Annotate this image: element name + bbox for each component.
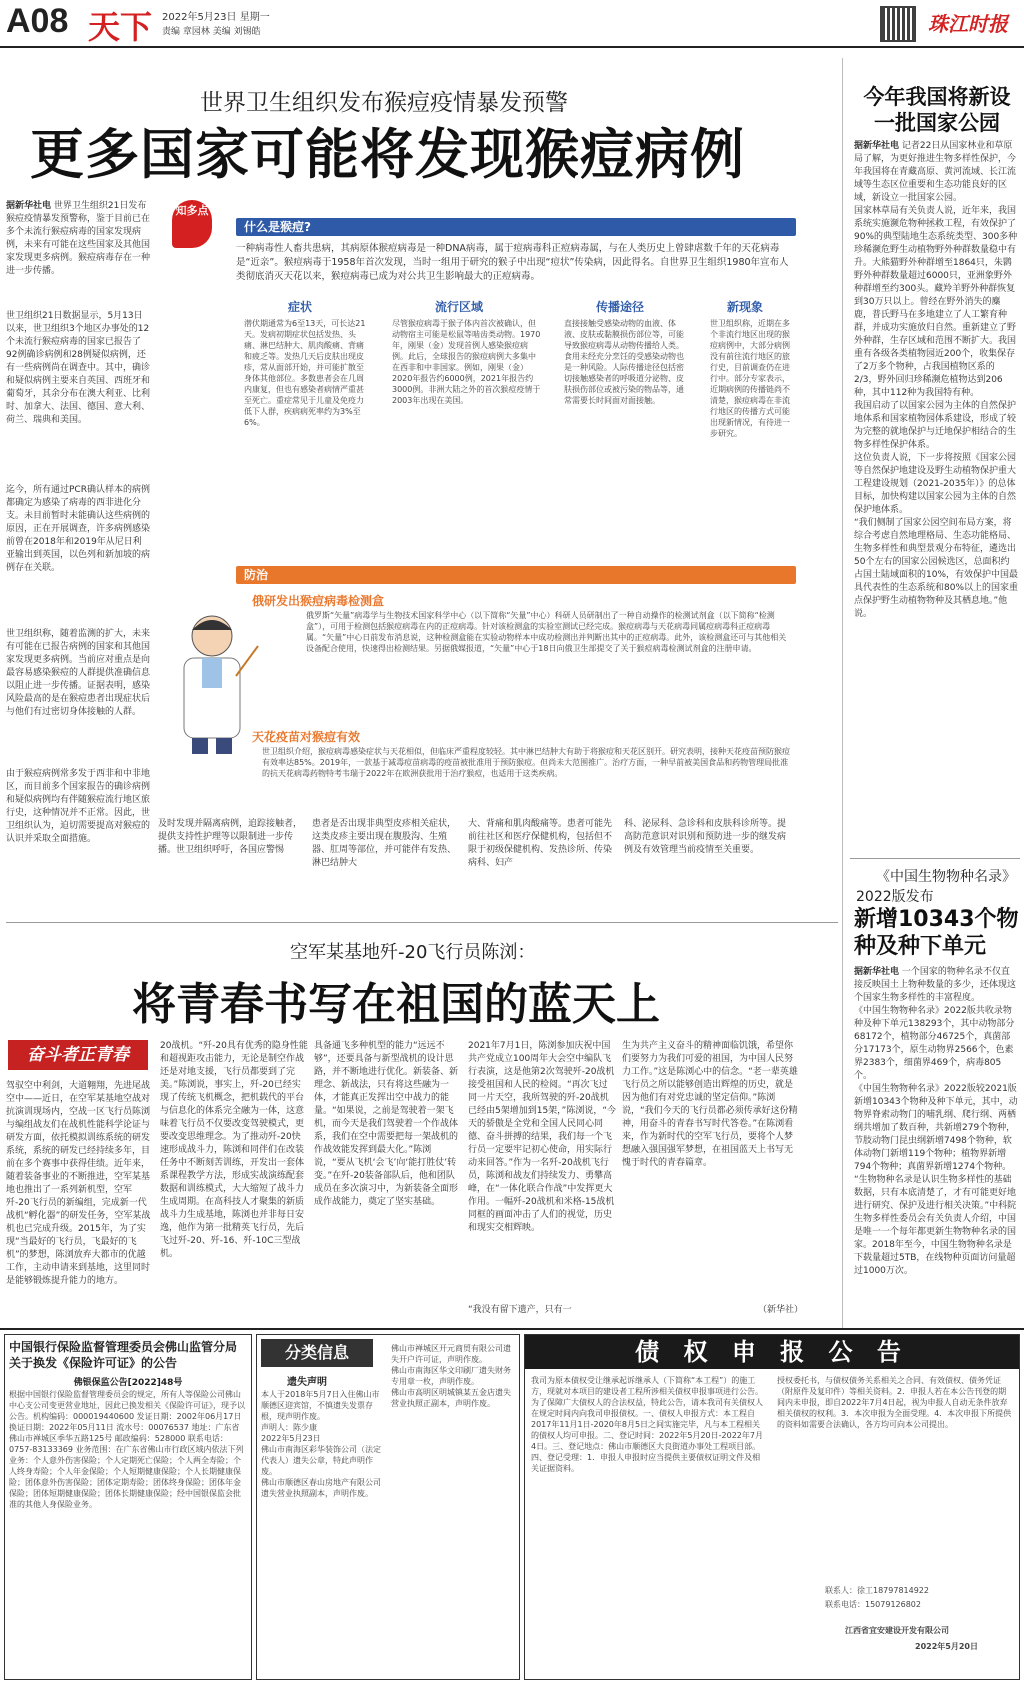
prevention-subtitle-1: 俄研发出猴痘病毒检测盒: [252, 594, 385, 608]
right-top-para-3: 我国启动了以国家公园为主体的自然保护地体系和国家植物园体系建设，形成了较为完整的就地保护与迁地保护相结合的生物多样性保护体系。: [854, 401, 1017, 450]
debt-company: 江西省宜安建设开发有限公司: [845, 1626, 949, 1635]
debt-notice: [524, 1334, 1020, 1680]
second-col-3: 具备通飞多种机型的能力“远远不够”，还要具备与新型战机的设计思路，并不断地进行优化。新装备、新理念、新战法，只有将这些融为一体，才能真正发挥出空中战力的能量。“如果说，之前是驾驶着一架飞机，而今天是我们驾驶着一个作战体系，我们在空中需要把每一架战机的作战效能发挥到最大化。”陈浏说，“要从飞机‘会飞’向‘能打胜仗’转变。”在歼-20装备部队后，他和团队成员在多次演习中，为新装备全面形成作战能力，奠定了坚实基础。: [314, 1041, 459, 1207]
lead-byline: 据新华社电: [6, 201, 52, 211]
cbirc-title: 中国银行保险监督管理委员会佛山监管分局关于换发《保险许可证》的公告: [9, 1340, 238, 1370]
right-mid-para-1: 一个国家的物种名录不仅直接反映国土上物种数量的多少，还体现这个国家生物多样性的丰富程度。: [854, 967, 1017, 1003]
classified-item-1: 本人于2018年5月7日入住佛山市顺德区迎宾馆，不慎遗失发票存根，现声明作废。: [261, 1390, 380, 1421]
lead-bottom-col-3: 大、背痛和肌肉酸痛等。患者可能先前往社区和医疗保健机构，包括但不限于初级保健机构、发热诊所、传染病科、妇产: [468, 819, 613, 868]
second-end-quote: “我没有留下遗产，只有一: [468, 1305, 572, 1315]
knowledge-col-text-4: 世卫组织称，近期在多个非流行地区出现的猴痘病例中，大部分病例没有前往流行地区的旅行史，目前调查仍在进行中。部分专家表示，近期病例的传播链尚不清楚，猴痘病毒在非流行地区的传播方式可能出现新情况，有待进一步研究。: [710, 319, 790, 438]
lead-bottom-col-4: 科、泌尿科、急诊科和皮肤科诊所等。提高防范意识对识别和预防进一步的继发病例及有效管理当前疫情至关重要。: [624, 819, 787, 855]
classified-signature: 声明人：陈少康: [261, 1423, 317, 1432]
knowledge-col-text-2: 尽管猴痘病毒于猴子体内首次被确认，但动物宿主可能是松鼠等啮齿类动物。1970年，刚果（金）发现首例人感染猴痘病例。此后，全球报告的猴痘病例大多集中在西非和中非国家。例如，刚果（金）2020年报告约6000例，2021年报告约3000例。非洲大陆之外的首次猴痘疫情于2003年出现在美国。: [392, 319, 541, 405]
paper-logo: 珠江时报: [928, 12, 1008, 36]
lead-col4-text: 世卫组织称，随着监测的扩大，未来有可能在已报告病例的国家和其他国家发现更多病例。当前应对重点是向最容易感染猴痘的人群提供准确信息以阻止进一步传播。证据表明，感染风险最高的是在猴痘患者出现症状后与他们有过密切身体接触的人群。: [6, 629, 150, 717]
right-mid-byline: 据新华社电: [854, 967, 900, 977]
right-mid-body: [854, 966, 1018, 1326]
lead-col3-text: 迄今，所有通过PCR确认样本的病例都确定为感染了病毒的西非进化分支。未目前暂时未能确认这些病例的原因，正在开展调查，许多病例感染前曾在2018年和2019年从尼日利亚输出到英国，以色列和新加坡的病例存在关联。: [6, 485, 150, 573]
classified-title: [261, 1339, 373, 1367]
classified-item-2: 佛山市南海区彩华装饰公司（法定代表人）遗失公章，特此声明作废。: [261, 1445, 381, 1476]
knowledge-col-text-3: 直接接触受感染动物的血液、体液、皮肤或黏膜损伤部位等，可能导致猴痘病毒从动物传播给人类。食用未经充分烹饪的受感染动物也是一种风险。人际传播途径包括密切接触感染者的呼吸道分泌物、皮肤损伤部位或被污染的物品等，通常需要长时间面对面接触。: [564, 319, 684, 405]
knowledge-question-bar: [236, 218, 796, 236]
right-mid-headline: 新增10343个物种及种下单元: [854, 907, 1019, 959]
knowledge-col-title-1: 症状: [287, 300, 312, 314]
classified-right-col: [391, 1343, 515, 1675]
cbirc-number: 佛银保监公告[2022]48号: [73, 1378, 183, 1388]
masthead: [0, 0, 1024, 46]
lead-column-4: [6, 628, 150, 764]
second-col-2: 20战机。“歼-20具有优秀的隐身性能和超视距攻击能力，无论是制空作战还是对地支援，飞行员都要到了完美。”陈浏说，事实上，歼-20已经实现了传统飞机概念，把机载代的平台与信息化的体系完全融为一体，这意味着飞行员不仅要改变驾驶模式，更要改变思维理念。为了推动歼-20快速形成战斗力，陈浏和同伴们在改装任务中不断刻苦训练，开发出一套体系课程教学方法，形成实战演练配套数据和训练模式，大大缩短了战斗力生成周期。在高科技人才聚集的新质战斗力生成基地，陈浏也并非每日安逸，他作为第一批精英飞行员，先后飞过歼-20、歼-16、歼-10C三型战机。: [160, 1041, 308, 1259]
editor-credits: 责编 章园林 美编 刘锡皓: [162, 27, 261, 37]
knowledge-col-title-2: 流行区域: [434, 300, 483, 314]
classified-title-text: 分类信息: [284, 1343, 349, 1362]
classified-box: [256, 1334, 520, 1680]
debt-text-left: 我司为原本债权受让继承起诉继承人（下简称“本工程”）的施工方，现就对本项目的建设者工程所涉相关债权申报事项进行公告。为了保障广大债权人的合法权益，特此公告，请本我司有关债权人在规定时间内向我司申报债权。一、债权人申报方式：本工程自2017年11月1日-2020年8月5日之间实施完毕，凡与本工程相关的债权人均可申报。二、登记时间：2022年5月20日-2022年7月4日。三、登记地点：佛山市顺德区大良街道办事处工程项目部。四、登记受理：1．申报人申报时应当提供主要债权证明文件及相关证据资料。: [531, 1376, 763, 1473]
prevention-subtitle-2: 天花疫苗对猴痘有效: [252, 730, 361, 744]
right-mid-para-4: “生物物种名录是认识生物多样性的基础数据，只有本底清楚了，才有可能更好地进行研究、保护及进行相关决策。”中科院生物多样性委员会有关负责人介绍，中国是唯一一个每年都更新生物物种名录的国家。2018年至今，中国生物物种名录是下载量超过5TB，在线物种页面访问量超过1000万次。: [854, 1175, 1017, 1276]
right-top-para-5: “我们侧制了国家公园空间布局方案，将综合考虑自然地理格局、生态功能格局、生物多样性和典型景观分布特征，遴选出50个左右的国家公园候选区，总面积约占国土陆域面积的10%，有效保护中国最具代表性的生态系统和80%以上的国家重点保护野生动植物物种及其栖息地。”他说。: [854, 518, 1018, 619]
right-top-byline: 据新华社电: [854, 141, 900, 151]
second-source: （新华社）: [758, 1305, 804, 1315]
lead-bottom-col-1: 及时发现并隔离病例，追踪接触者，提供支持性护理等以限制进一步传播。世卫组织呼吁，各国应警惕: [158, 819, 303, 855]
right-top-para-4: 这位负责人说，下一步将按照《国家公园等自然保护地建设及野生动植物保护重大工程建设规划（2021-2035年）》的总体目标，加快构建以国家公园为主体的自然保护地体系。: [854, 453, 1017, 515]
classified-item-3: 佛山市顺德区春山房地产有限公司遗失营业执照副本，声明作废。: [261, 1478, 381, 1498]
right-mid-kicker-2: 2022版发布: [856, 889, 934, 905]
right-column-rule: [842, 58, 843, 1328]
ads-rule: [0, 1328, 1024, 1330]
lead-column-3: [6, 484, 150, 624]
classified-item-6: 佛山市高明区明城镇某五金店遗失营业执照正副本，声明作废。: [391, 1388, 511, 1408]
classified-left-col: [261, 1389, 385, 1675]
cbirc-notice: [4, 1334, 252, 1680]
second-col-1: 驾驭空中利剑，大道翱翔，先进尾战空中——近日，在空军某基地空战对抗演训现场内，空战一区飞行员陈浏与编组战友们在战机性能科学论证与研发方面，依托模拟训练系统的研发系统，系统的研发已经持续多年，目前在多个赛事中获得佳绩。近年来，随着装备事业的不断推进，空军某基地也推出了一系列新机型，空军歼-20飞行员的新编组，完成新一代战机“孵化器”的研发任务，空军某战机也已完成升级。2015年，为了实现“当最好的飞行员，飞最好的飞机”的梦想，陈浏放弃大都市的优越工作，主动申请来到基地，这里同时是能够锻炼提升能力的地方。: [6, 1081, 151, 1286]
knowledge-col-text-1: 潜伏期通常为6至13天，可长达21天。发病初期症状包括发热、头痛、淋巴结肿大、肌肉酸痛、背痛和疲乏等。发热几天后皮肤出现皮疹，常从面部开始，并可能扩散至身体其他部位。多数患者会在几周内康复，但也有感染者病情严重甚至死亡。重症常见于儿童及免疫力低下人群，疾病病死率约为3%至6%。: [244, 319, 366, 427]
knowledge-col-title-3: 传播途径: [595, 300, 644, 314]
masthead-rule: [0, 46, 1024, 48]
right-mid-rule: [850, 858, 1020, 859]
right-top-para-1: 记者22日从国家林业和草原局了解，为更好推进生物多样性保护，今年我国将在青藏高原、黄河流域、长江流域等生态区位重要和生态功能良好的区域，新设立一批国家公园。: [854, 141, 1017, 203]
second-story-rule: [6, 922, 838, 923]
knowledge-question-text: 一种病毒性人畜共患病，其病原体猴痘病毒是一种DNA病毒，属于痘病毒科正痘病毒属，与在人类历史上曾肆虐数千年的天花病毒是“近亲”。猴痘病毒于1958年首次发现，当时一组用于研究的猴子中出现“痘状”传染病，因此得名。自世界卫生组织1980年宣布人类彻底消灭天花以来，猴痘病毒已成为对公共卫生影响最大的正痘病毒。: [236, 243, 789, 282]
lead-bottom-col-2: 患者是否出现非典型皮疹相关症状，这类皮疹主要出现在腹股沟、生殖器、肛周等部位，并可能伴有发热、淋巴结肿大: [312, 819, 457, 868]
classified-item-4: 佛山市禅城区开元商贸有限公司遗失开户许可证，声明作废。: [391, 1344, 511, 1364]
debt-title: 债 权 申 报 公 告: [635, 1338, 909, 1366]
right-top-headline: 今年我国将新设一批国家公园: [863, 85, 1011, 135]
knowledge-tag: [172, 200, 212, 248]
lead-col2-text: 世卫组织21日数据显示，5月13日以来，世卫组织3个地区办事处的12个未流行猴痘病毒的国家已报告了92例确诊病例和28例疑似病例，还有一些病例尚在调查中。其中，确诊和疑似病例主要来自英国、西班牙和葡萄牙，其余分布在澳大利亚、比利时、加拿大、法国、德国、意大利、荷兰、瑞典和美国。: [6, 311, 150, 425]
doctor-illustration: [170, 606, 260, 756]
lead-column-1: [6, 200, 150, 308]
right-mid-para-3: 《中国生物物种名录》2022版较2021版新增10343个物种及种下单元，其中，动物界脊索动物门的哺乳纲、爬行纲、两栖纲共增加了数百种，共新增279个物种，节肢动物门昆虫纲新增7498个物种，软体动物门新增119个物种；植物界新增794个物种；真菌界新增1274个物种。: [854, 1084, 1018, 1172]
classified-heading: 遗失声明: [287, 1377, 327, 1388]
prevention-title: 防治: [244, 568, 269, 582]
debt-title-bar: [525, 1335, 1019, 1369]
debt-date: 2022年5月20日: [915, 1642, 978, 1651]
prevention-text-2: 世卫组织介绍，猴痘病毒感染症状与天花相似，但临床严重程度较轻。其中淋巴结肿大有助于将猴痘和天花区别开。研究表明，接种天花疫苗预防猴痘有效率达85%。2019年，一款基于减毒痘苗病毒的疫苗被批准用于预防猴痘。但尚未大范围推广。治疗方面，一种早前被美国食品和药物管理局批准的抗天花病毒药物特考韦瑞于2022年在欧洲获批用于治疗猴痘，也适用于这类疾病。: [262, 747, 790, 778]
section-name: 天下: [88, 8, 153, 46]
right-top-body: [854, 140, 1018, 830]
lead-headline: 更多国家可能将发现猴痘病例: [30, 123, 745, 186]
right-mid-para-2: 《中国生物物种名录》2022版共收录物种及种下单元138293个，其中动物部分68172个，植物部分46725个，真菌部分17173个，原生动物界2566个，色素界2383个，细菌界469个，病毒805个。: [854, 1006, 1015, 1081]
cbirc-text: 根据中国银行保险监督管理委员会的规定，所有人等保险公司佛山中心支公司变更营业地址，因此已换发相关《保险许可证》，现予以公告。机构编码：000019440600 发证日期：2002年06月17日 换证日期：2022年05月11日 流水号：00076537 地址：广东省佛山市禅城区季华五路125号 邮政编码：528000 联系电话：0757-83133369 业务范围：在广东省佛山市行政区域内依法下列业务：个人意外伤害保险；个人定期死亡保险；个人两全寿险；个人终身寿险；个人年金保险；个人短期健康保险；个人长期健康保险；团体意外伤害保险；团体定期寿险；团体终身保险；团体年金保险；团体短期健康保险；团体长期健康保险；经中国银保监会批准的其他人身保险业务。: [9, 1390, 245, 1509]
classified-item-5: 佛山市南海区华文印刷厂遗失财务专用章一枚，声明作废。: [391, 1366, 511, 1386]
knowledge-col-title-4: 新现象: [726, 300, 763, 314]
prevention-bar: [236, 566, 796, 584]
qr-code[interactable]: [880, 6, 916, 42]
knowledge-question-title: 什么是猴痘?: [244, 220, 311, 234]
lead-kicker: 世界卫生组织发布猴痘疫情暴发预警: [200, 90, 568, 116]
lead-column-2: [6, 310, 150, 480]
page-number: A08: [6, 2, 69, 40]
lead-col5-text: 由于猴痘病例常多发于西非和中非地区，而目前多个国家报告的确诊病例和疑似病例均有伴随猴痘流行地区旅行史，这种情况并不正常。因此，世卫组织认为，迫切需要提高对猴痘的认识并采取全面措施。: [6, 769, 150, 844]
lead-column-5: [6, 768, 150, 878]
column-logo-text: 奋斗者正青春: [27, 1045, 129, 1065]
right-mid-kicker-1: 《中国生物物种名录》: [876, 869, 1016, 885]
knowledge-tag-label: 知多点: [175, 204, 209, 217]
issue-date: 2022年5月23日 星期一: [162, 12, 270, 23]
prevention-text-1: 俄罗斯“矢量”病毒学与生物技术国家科学中心（以下简称“矢量”中心）科研人员研制出了一种自动操作的检测试剂盒（以下简称“检测盒”），可用于检测包括猴痘病毒在内的正痘病毒。针对该检测盒的实验室测试已经完成。猴痘病毒与天花病毒同属痘病毒科正痘病毒属。“矢量”中心日前发布消息说，这种检测盒能在实验动物样本中成功检测出并判断出其中的正痘病毒。此外，该检测盒还可与其他相关设备配合使用，快速得出检测结果。另据俄媒报道，“矢量”中心于18日向俄卫生部提交了关于猴痘病毒检测试剂盒的注册申请。: [306, 611, 787, 653]
debt-contact-2: 联系电话：15079126802: [825, 1600, 921, 1609]
column-logo: [8, 1040, 148, 1070]
debt-text-right: 授权委托书，与债权债务关系相关之合同、有效债权、债务凭证（附原件及复印件）等相关资料。2．申报人若在本公告刊登的期间内未申报，即自2022年7月4日起，视为申报人自动无条件放弃相关债权的权利。3．本次申报为全面受理。4．本次申报下所提供的资料如需要合法确认，各方均可向本公司提出。: [777, 1376, 1012, 1429]
second-kicker: 空军某基地歼-20飞行员陈浏：: [290, 942, 536, 963]
classified-date: 2022年5月23日: [261, 1434, 321, 1443]
lead-col1-text: 世界卫生组织21日发布猴痘疫情暴发预警称，鉴于目前已在多个未流行猴痘病毒的国家发现病例，未来有可能在这些国家及其他国家发现更多病例。猴痘病毒存在一种进一步传播。: [6, 201, 150, 276]
second-headline: 将青春书写在祖国的蓝天上: [132, 979, 660, 1030]
second-col-4: 2021年7月1日，陈浏参加庆祝中国共产党成立100周年大会空中编队飞行表演，这是他第2次驾驶歼-20战机接受祖国和人民的检阅。“再次飞过同一片天空，我所驾驶的歼-20战机已经由5架增加到15架，”陈浏说，“今天的骄傲是全党和全国人民同心同德、奋斗拼搏的结果，我们每一个飞行员一定要牢记初心使命，用实际行动来回答。”作为一名歼-20战机飞行员，陈浏和战友们持续发力、勇攀高峰，在“一体化联合作战”中发挥更大作用。一幅歼-20战机和米格-15战机同框的画面冲击了人们的视觉，历史和现实交相辉映。: [468, 1041, 616, 1233]
right-top-para-2: 国家林草局有关负责人说，近年来，我国系统实施濒危物种拯救工程，有效保护了90%的典型陆地生态系统类型、300多种珍稀濒危野生动植物野外种群数量稳中有升。大熊猫野外种群增至1864只，朱鹮野外种群数量超过6000只，亚洲象野外种群增至约300头。藏羚羊野外种群恢复到30万只以上。曾经在野外消失的麋鹿，普氏野马在多地建立了人工繁育种群，并成功实施放归自然。重新建立了野外种群，生存区域和范围不断扩大。我国重有各级各类植物园近200个，收集保存了2万多个物种，占我国植物区系的2/3，野外回归珍稀濒危植物达到206种，其中112种为我国特有种。: [854, 206, 1018, 398]
second-col-5: 生为共产主义奋斗的精神面临饥饿，希望你们要努力为我们可爱的祖国，为中国人民努力工作。”这是陈浏心中的信念。“老一辈英雄飞行员之所以能够创造出辉煌的历史，就是因为他们有对党忠诚的坚定信仰。”陈浏说，“我们今天的飞行员都必须传承好这份精神，用奋斗的青春书写时代答卷。”在陈浏看来，作为新时代的空军飞行员，要将个人梦想融入强国强军梦想，在祖国蓝天上书写无愧于时代的青春篇章。: [622, 1041, 798, 1168]
debt-contact: 联系人：徐工18797814922: [825, 1586, 929, 1595]
